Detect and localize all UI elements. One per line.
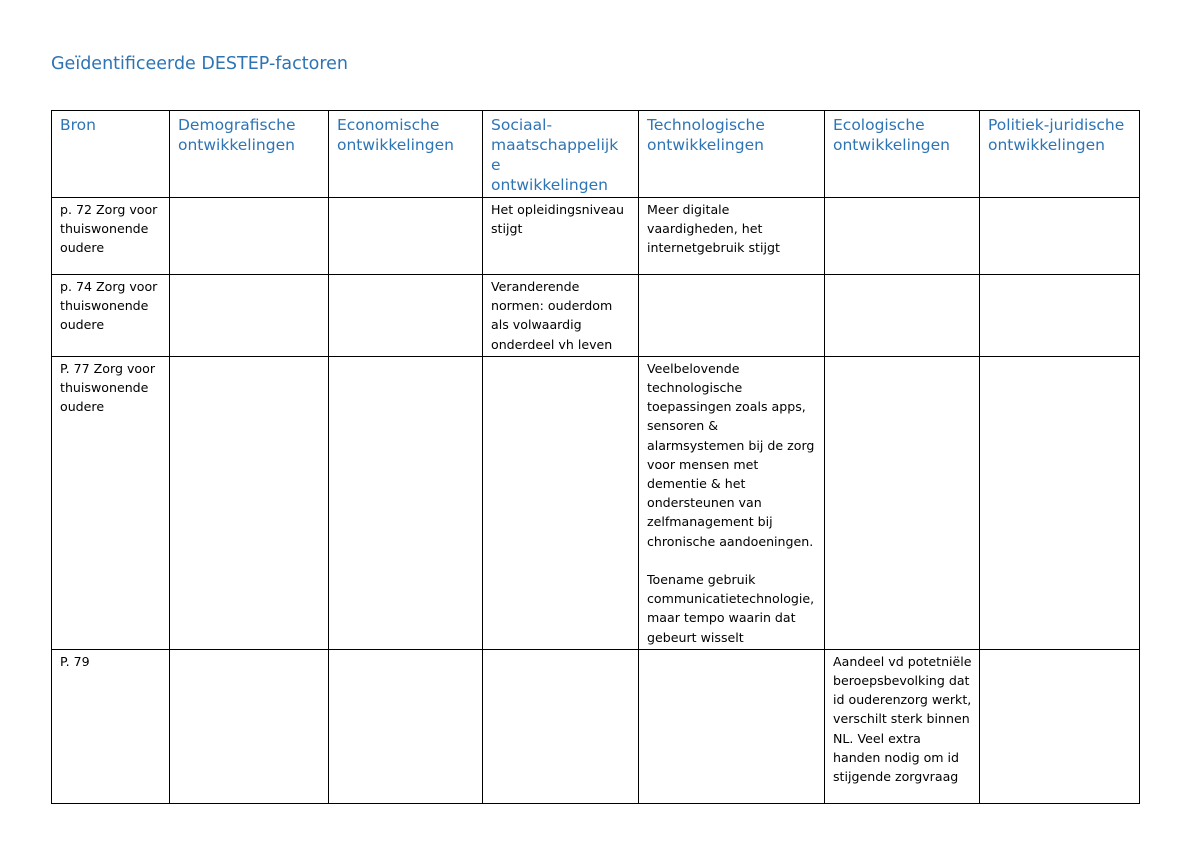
cell-sociaal: Het opleidingsniveau stijgt <box>483 198 639 275</box>
cell-bron: p. 74 Zorg voor thuiswonende oudere <box>52 275 170 357</box>
cell-sociaal: Veranderende normen: ouderdom als volwaardig onderdeel vh leven <box>483 275 639 357</box>
cell-ecologisch <box>825 198 980 275</box>
cell-economisch <box>329 356 483 649</box>
cell-economisch <box>329 275 483 357</box>
cell-sociaal <box>483 649 639 803</box>
table-row <box>52 275 1140 357</box>
table-header-row <box>52 111 1140 198</box>
table-row <box>52 649 1140 803</box>
cell-demografisch <box>170 649 329 803</box>
cell-bron: P. 79 <box>52 649 170 803</box>
header-technologisch: Technologische ontwikkelingen <box>639 111 825 198</box>
cell-ecologisch <box>825 275 980 357</box>
destep-table <box>51 110 1140 804</box>
page-title: Geïdentificeerde DESTEP-factoren <box>51 54 348 74</box>
cell-politiek <box>980 356 1140 649</box>
cell-economisch <box>329 198 483 275</box>
cell-economisch <box>329 649 483 803</box>
cell-politiek <box>980 198 1140 275</box>
cell-sociaal <box>483 356 639 649</box>
cell-technologisch <box>639 275 825 357</box>
cell-ecologisch: Aandeel vd potetniële beroepsbevolking dat id ouderenzorg werkt, verschilt sterk binnen NL. Veel extra handen nodig om id stijgende zorgvraag <box>825 649 980 803</box>
cell-technologisch <box>639 649 825 803</box>
header-bron: Bron <box>52 111 170 198</box>
table-row <box>52 198 1140 275</box>
header-demografisch: Demografische ontwikkelingen <box>170 111 329 198</box>
cell-demografisch <box>170 198 329 275</box>
cell-ecologisch <box>825 356 980 649</box>
header-economisch: Economische ontwikkelingen <box>329 111 483 198</box>
cell-demografisch <box>170 356 329 649</box>
header-ecologisch: Ecologische ontwikkelingen <box>825 111 980 198</box>
cell-politiek <box>980 649 1140 803</box>
cell-technologisch: Veelbelovende technologische toepassingen zoals apps, sensoren & alarmsystemen bij de zorg voor mensen met dementie & het ondersteunen van zelfmanagement bij chronische aandoeningen. Toename gebruik communicatietechnologie, maar tempo waarin dat gebeurt wisselt <box>639 356 825 649</box>
cell-technologisch: Meer digitale vaardigheden, het internetgebruik stijgt <box>639 198 825 275</box>
header-sociaal: Sociaal- maatschappelijk e ontwikkelingen <box>483 111 639 198</box>
header-politiek: Politiek-juridische ontwikkelingen <box>980 111 1140 198</box>
cell-bron: P. 77 Zorg voor thuiswonende oudere <box>52 356 170 649</box>
table-row <box>52 356 1140 649</box>
cell-demografisch <box>170 275 329 357</box>
cell-bron: p. 72 Zorg voor thuiswonende oudere <box>52 198 170 275</box>
cell-politiek <box>980 275 1140 357</box>
